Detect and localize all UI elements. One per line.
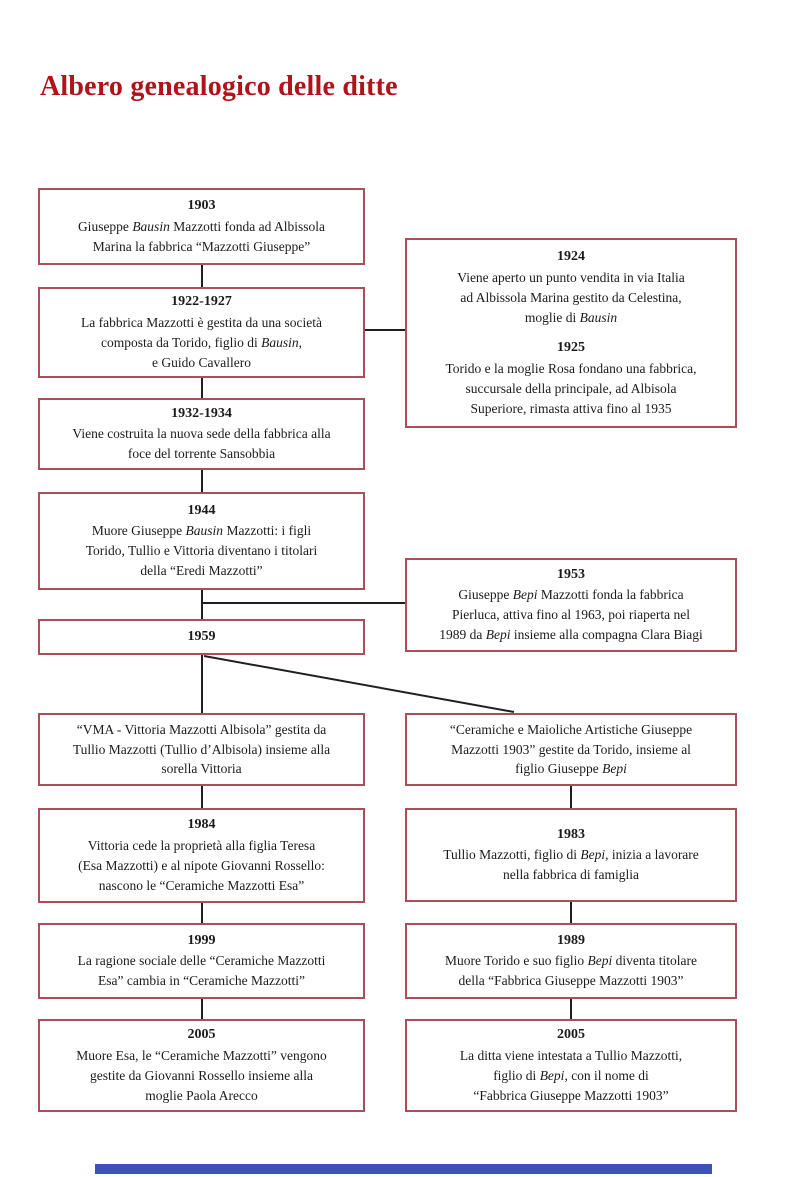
connector-line <box>201 265 203 287</box>
box-year: 1922-1927 <box>171 294 232 310</box>
box-body: Giuseppe Bausin Mazzotti fonda ad Albissola Marina la fabbrica “Mazzotti Giuseppe” <box>77 218 326 254</box>
timeline-box-1903 <box>38 188 365 265</box>
timeline-box-1959 <box>38 619 365 655</box>
timeline-box-1924-1925 <box>405 238 737 428</box>
timeline-box-vma <box>38 713 365 786</box>
connector-line <box>570 786 572 808</box>
timeline-box-1932-1934 <box>38 398 365 470</box>
footer-bar <box>95 1164 712 1174</box>
box-body: Viene costruita la nuova sede della fabbrica alla foce del torrente Sansobbia <box>72 426 331 462</box>
box-body: Torido e la moglie Rosa fondano una fabbrica, succursale della principale, ad Albisola Superiore, rimasta attiva fino al 1935 <box>445 360 697 416</box>
timeline-box-1999 <box>38 923 365 999</box>
box-year: 2005 <box>187 1027 216 1043</box>
box-body: La ditta viene intestata a Tullio Mazzotti, figlio di Bepi, con il nome di “Fabbrica Giuseppe Mazzotti 1903” <box>459 1047 683 1103</box>
box-body: Viene aperto un punto vendita in via Italia ad Albissola Marina gestito da Celestina, moglie di Bausin <box>457 270 685 326</box>
timeline-box-1984 <box>38 808 365 903</box>
page-title: Albero genealogico delle ditte <box>40 70 398 102</box>
box-body: “Ceramiche e Maioliche Artistiche Giuseppe Mazzotti 1903” gestite da Torido, insieme al figlio Giuseppe Bepi <box>449 721 693 777</box>
box-year: 1903 <box>187 198 216 214</box>
connector-line <box>570 999 572 1019</box>
box-body: La ragione sociale delle “Ceramiche Mazzotti Esa” cambia in “Ceramiche Mazzotti” <box>77 953 326 989</box>
box-year: 1959 <box>187 628 216 644</box>
box-section-1925 <box>417 338 725 419</box>
box-year: 1944 <box>187 502 216 518</box>
timeline-box-2005-left <box>38 1019 365 1112</box>
timeline-box-1922-1927 <box>38 287 365 378</box>
box-body: Muore Esa, le “Ceramiche Mazzotti” vengono gestite da Giovanni Rossello insieme alla moglie Paola Arecco <box>76 1047 327 1103</box>
box-body: Muore Torido e suo figlio Bepi diventa titolare della “Fabbrica Giuseppe Mazzotti 1903” <box>445 953 697 989</box>
box-section-1924 <box>417 247 725 328</box>
box-body: La fabbrica Mazzotti è gestita da una società composta da Torido, figlio di Bausin, e Guido Cavallero <box>80 314 322 370</box>
box-body: Tullio Mazzotti, figlio di Bepi, inizia a lavorare nella fabbrica di famiglia <box>443 847 699 883</box>
connector-line <box>570 902 572 923</box>
timeline-box-ceramiche-maioliche <box>405 713 737 786</box>
connector-line <box>201 470 203 492</box>
connector-line <box>202 602 405 604</box>
connector-line <box>201 655 203 713</box>
box-year: 1953 <box>557 566 585 582</box>
box-year: 1984 <box>187 817 216 833</box>
box-year: 2005 <box>557 1027 585 1043</box>
connector-line <box>201 786 203 808</box>
connector-line <box>201 378 203 398</box>
connector-line <box>201 903 203 923</box>
box-year: 1989 <box>557 932 585 948</box>
box-body: Giuseppe Bepi Mazzotti fonda la fabbrica Pierluca, attiva fino al 1963, poi riaperta nel 1989 da Bepi insieme alla compagna Clara Biagi <box>439 587 703 643</box>
timeline-box-1944 <box>38 492 365 590</box>
connector-line <box>201 999 203 1019</box>
box-year: 1983 <box>557 826 585 842</box>
box-body: Vittoria cede la proprietà alla figlia Teresa (Esa Mazzotti) e al nipote Giovanni Rossello: nascono le “Ceramiche Mazzotti Esa” <box>78 837 325 893</box>
timeline-box-1983 <box>405 808 737 902</box>
box-year: 1924 <box>557 249 585 265</box>
connector-line-diagonal <box>204 654 516 714</box>
connector-line <box>201 590 203 619</box>
box-body: Muore Giuseppe Bausin Mazzotti: i figli Torido, Tullio e Vittoria diventano i titolari della “Eredi Mazzotti” <box>85 523 318 579</box>
box-year: 1932-1934 <box>171 405 232 421</box>
timeline-box-1953 <box>405 558 737 652</box>
timeline-box-2005-right <box>405 1019 737 1112</box>
box-year: 1999 <box>187 932 216 948</box>
connector-line <box>365 329 405 331</box>
box-year: 1925 <box>557 340 585 355</box>
timeline-box-1989 <box>405 923 737 999</box>
box-body: “VMA - Vittoria Mazzotti Albisola” gestita da Tullio Mazzotti (Tullio d’Albisola) insieme alla sorella Vittoria <box>72 721 331 777</box>
